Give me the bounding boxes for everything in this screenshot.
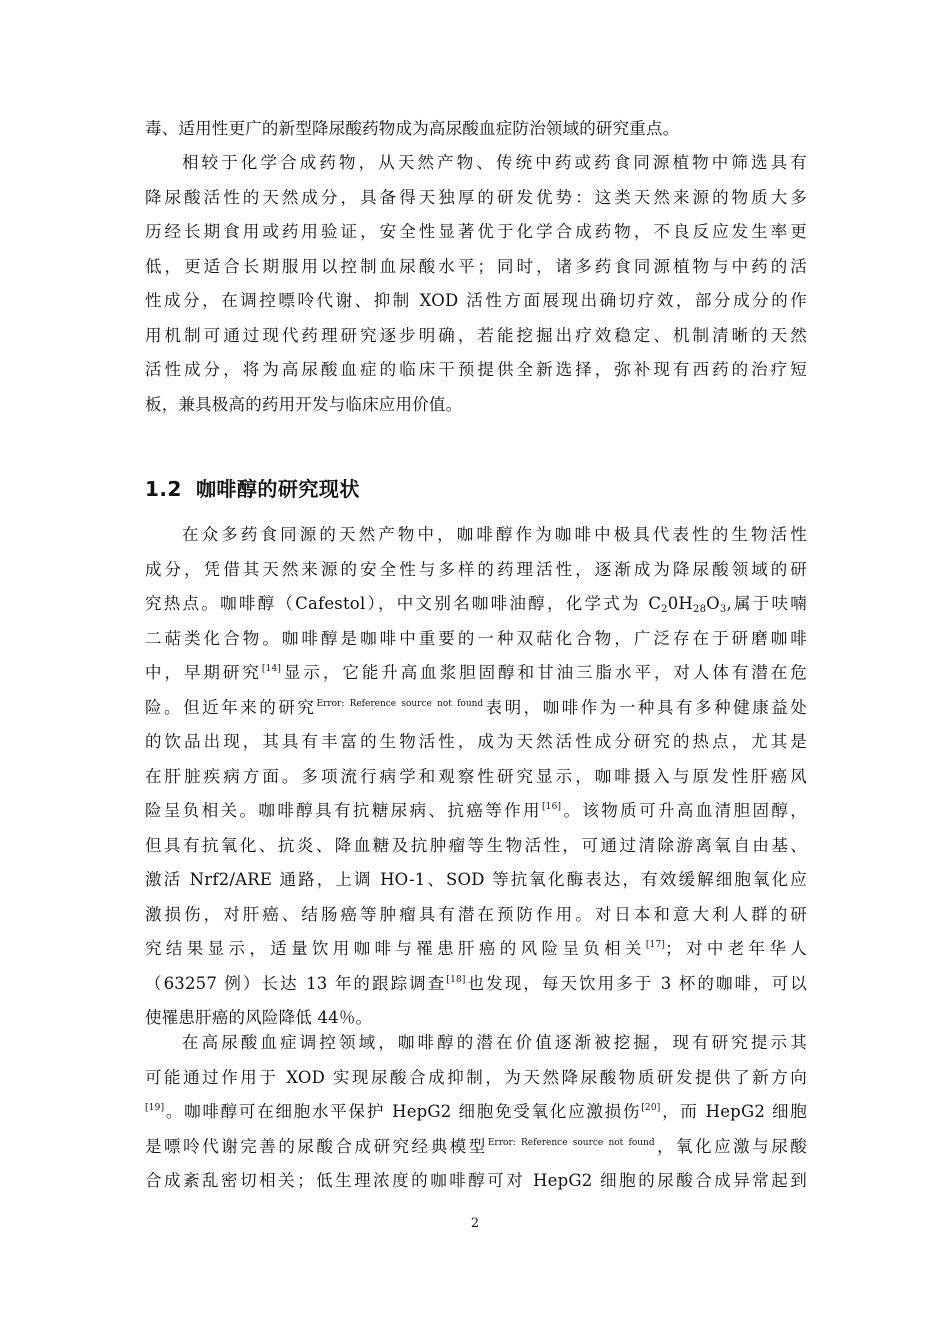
text-line: 激损伤，对肝癌、结肠癌等肿瘤具有潜在预防作用。对日本和意大利人群的研 xyxy=(145,904,807,924)
text-line: 在众多药食同源的天然产物中，咖啡醇作为咖啡中极具代表性的生物活性 xyxy=(182,525,807,544)
text-line: 用机制可通过现代药理研究逐步明确，若能挖掘出疗效稳定、机制清晰的天然 xyxy=(145,325,807,345)
text-fragment: 是嘌呤代谢完善的尿酸合成研究经典模型 xyxy=(145,1136,488,1156)
text-line xyxy=(145,1095,807,1130)
text-line: 性成分，在调控嘌呤代谢、抑制 XOD 活性方面展现出确切疗效，部分成分的作 xyxy=(145,291,807,310)
text-line xyxy=(145,656,807,691)
section-number: 1.2 xyxy=(145,477,182,501)
text-line: 相较于化学合成药物，从天然产物、传统中药或药食同源植物中筛选具有 xyxy=(182,153,807,172)
section-heading xyxy=(145,473,360,502)
text-line: 毒、适用性更广的新型降尿酸药物成为高尿酸血症防治领域的研究重点。 xyxy=(145,119,680,138)
citation-ref: [18] xyxy=(446,974,466,985)
citation-error: Error: Reference source not found xyxy=(487,1137,655,1148)
text-line: 可能通过作用于 XOD 实现尿酸合成抑制，为天然降尿酸物质研发提供了新方向 xyxy=(145,1067,807,1087)
text-fragment: 险。但近年来的研究 xyxy=(145,697,317,717)
text-fragment: 也发现，每天饮用多于 3 杯的咖啡，可以 xyxy=(465,973,807,993)
text-fragment: ,属于呋喃 xyxy=(726,594,807,613)
citation-ref: [17] xyxy=(645,940,666,950)
text-line: 合成紊乱密切相关；低生理浓度的咖啡醇可对 HepG2 细胞的尿酸合成异常起到 xyxy=(145,1171,807,1190)
text-line: 低，更适合长期服用以控制血尿酸水平；同时，诸多药食同源植物与中药的活 xyxy=(145,256,807,276)
text-line: 但具有抗氧化、抗炎、降血糖及抗肿瘤等生物活性，可通过清除游离氧自由基、 xyxy=(145,835,807,855)
text-fragment: 0H xyxy=(667,594,694,613)
paragraph-natural-products xyxy=(145,146,807,422)
text-line: 二萜类化合物。咖啡醇是咖啡中重要的一种双萜化合物，广泛存在于研磨咖啡 xyxy=(145,628,807,648)
text-fragment: 中，早期研究 xyxy=(145,663,262,682)
text-line: 在高尿酸血症调控领域，咖啡醇的潜在价值逐渐被挖掘，现有研究提示其 xyxy=(182,1033,807,1052)
paragraph-continuation xyxy=(145,112,807,147)
text-fragment: 表明，咖啡作为一种具有多种健康益处 xyxy=(483,697,807,717)
text-line: 在肝脏疾病方面。多项流行病学和观察性研究显示，咖啡摄入与原发性肝癌风 xyxy=(145,766,807,786)
subscript: 28 xyxy=(693,604,707,615)
text-line: 激活 Nrf2/ARE 通路，上调 HO-1、SOD 等抗氧化酶表达，有效缓解细胞氧化应 xyxy=(145,870,807,889)
paragraph-cafestol-status xyxy=(145,518,807,1036)
text-fragment: ，氧化应激与尿酸 xyxy=(654,1136,807,1156)
text-line: 板，兼具极高的药用开发与临床应用价值。 xyxy=(145,394,463,414)
text-line: 历经长期食用或药用验证，安全性显著优于化学合成药物，不良反应发生率更 xyxy=(145,222,807,241)
text-fragment: ；对中老年华人 xyxy=(665,939,807,958)
text-fragment: （63257 例）长达 13 年的跟踪调查 xyxy=(145,973,447,993)
subscript: 3 xyxy=(719,604,727,615)
text-line: 成分，凭借其天然来源的安全性与多样的药理活性，逐渐成为降尿酸领域的研 xyxy=(145,559,807,579)
page-number: 2 xyxy=(470,1216,480,1231)
text-fragment: 究热点。咖啡醇（Cafestol），中文别名咖啡油醇，化学式为 C xyxy=(145,594,662,613)
citation-error: Error: Reference source not found xyxy=(316,698,484,709)
text-line xyxy=(145,932,807,967)
text-line xyxy=(145,691,807,726)
text-line xyxy=(145,967,807,1002)
text-fragment: ，而 HepG2 细胞 xyxy=(660,1102,808,1121)
citation-ref: [14] xyxy=(261,664,282,674)
text-line: 使罹患肝癌的风险降低 44％。 xyxy=(145,1008,373,1027)
text-fragment: 险呈负相关。咖啡醇具有抗糖尿病、抗癌等作用 xyxy=(145,801,542,820)
citation-ref: [19] xyxy=(145,1103,165,1113)
citation-ref: [16] xyxy=(541,802,562,812)
text-fragment: 。该物质可升高血清胆固醇， xyxy=(561,801,807,820)
text-fragment: 显示，它能升高血浆胆固醇和甘油三脂水平，对人体有潜在危 xyxy=(281,663,807,682)
text-fragment: 究结果显示，适量饮用咖啡与罹患肝癌的风险呈负相关 xyxy=(145,939,646,958)
text-line: 降尿酸活性的天然成分，具备得天独厚的研发优势：这类天然来源的物质大多 xyxy=(145,187,807,207)
subscript: 2 xyxy=(661,604,668,615)
text-line xyxy=(145,794,807,829)
section-title: 咖啡醇的研究现状 xyxy=(195,477,360,501)
text-line: 的饮品出现，其具有丰富的生物活性，成为天然活性成分研究的热点，尤其是 xyxy=(145,732,807,751)
paragraph-hyperuricemia xyxy=(145,1026,807,1199)
text-line xyxy=(145,587,807,622)
text-line xyxy=(145,1130,807,1165)
text-fragment: O xyxy=(706,594,720,613)
text-line: 活性成分，将为高尿酸血症的临床干预提供全新选择，弥补现有西药的治疗短 xyxy=(145,360,807,379)
text-fragment: 。咖啡醇可在细胞水平保护 HepG2 细胞免受氧化应激损伤 xyxy=(164,1102,642,1121)
citation-ref: [20] xyxy=(641,1103,661,1113)
